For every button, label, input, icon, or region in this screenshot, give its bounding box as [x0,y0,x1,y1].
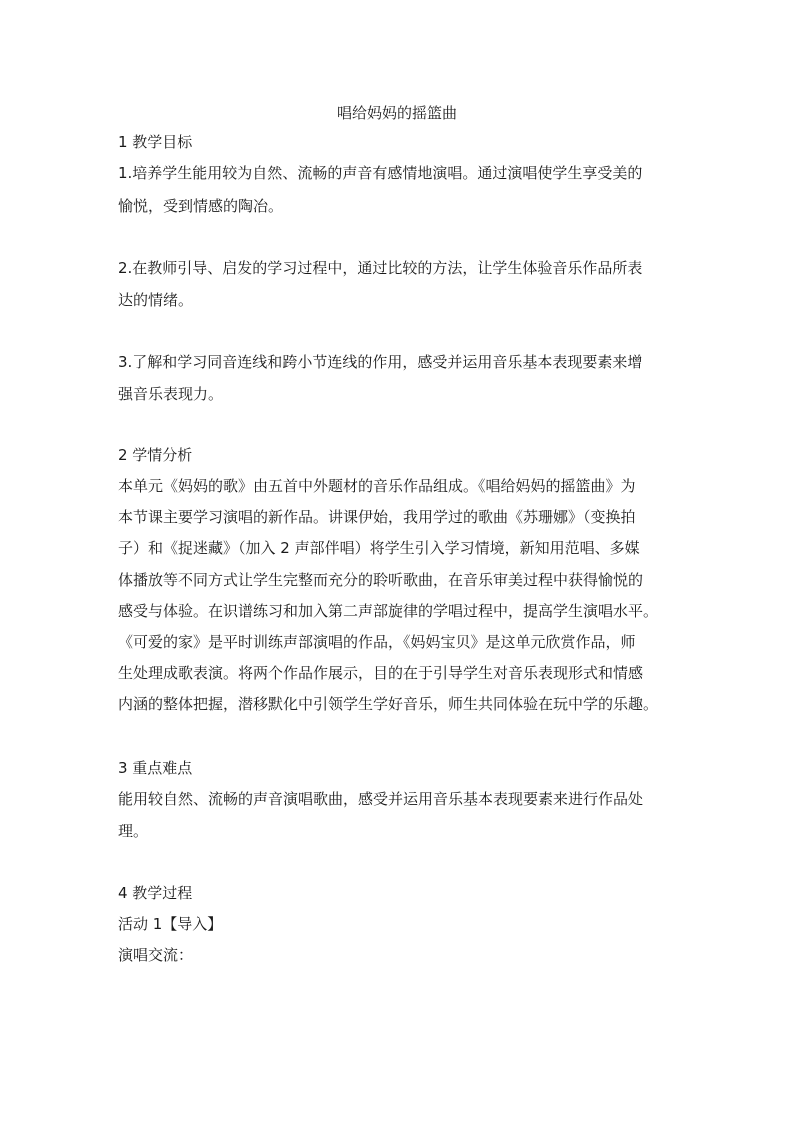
analysis-line-8: 内涵的整体把握，潜移默化中引领学生学好音乐，师生共同体验在玩中学的乐趣。 [118,695,659,713]
section-heading-process: 4 教学过程 [118,884,193,902]
document-title: 唱给妈妈的摇篮曲 [336,104,457,122]
analysis-line-6: 《可爱的家》是平时训练声部演唱的作品，《妈妈宝贝》是这单元欣赏作品，师 [118,633,636,651]
objective-2-line-1: 2.在教师引导、启发的学习过程中，通过比较的方法，让学生体验音乐作品所表 [118,259,643,277]
objective-2-line-2: 达的情绪。 [118,291,194,309]
objective-1-line-2: 愉悦，受到情感的陶冶。 [118,197,284,215]
analysis-line-1: 本单元《妈妈的歌》由五首中外题材的音乐作品组成。《唱给妈妈的摇篮曲》为 [118,477,636,495]
key-points-line-2: 理。 [118,822,149,840]
activity-1-label: 活动 1【导入】 [118,915,223,933]
analysis-line-5: 感受与体验。在识谱练习和加入第二声部旋律的学唱过程中，提高学生演唱水平。 [118,602,659,620]
analysis-line-4: 体播放等不同方式让学生完整而充分的聆听歌曲，在音乐审美过程中获得愉悦的 [118,571,644,589]
analysis-line-7: 生处理成歌表演。将两个作品作展示，目的在于引导学生对音乐表现形式和情感 [118,664,644,682]
objective-3-line-2: 强音乐表现力。 [118,385,224,403]
objective-3-line-1: 3.了解和学习同音连线和跨小节连线的作用，感受并运用音乐基本表现要素来增 [118,353,643,371]
section-heading-objectives: 1 教学目标 [118,133,193,151]
section-heading-analysis: 2 学情分析 [118,446,193,464]
objective-1-line-1: 1.培养学生能用较为自然、流畅的声音有感情地演唱。通过演唱使学生享受美的 [118,164,643,182]
key-points-line-1: 能用较自然、流畅的声音演唱歌曲，感受并运用音乐基本表现要素来进行作品处 [118,790,644,808]
section-heading-key-points: 3 重点难点 [118,759,193,777]
analysis-line-2: 本节课主要学习演唱的新作品。讲课伊始，我用学过的歌曲《苏珊娜》（变换拍 [118,508,636,526]
analysis-line-3: 子）和《捉迷藏》（加入 2 声部伴唱）将学生引入学习情境，新知用范唱、多媒 [118,539,640,557]
activity-item: 演唱交流： [118,946,194,964]
